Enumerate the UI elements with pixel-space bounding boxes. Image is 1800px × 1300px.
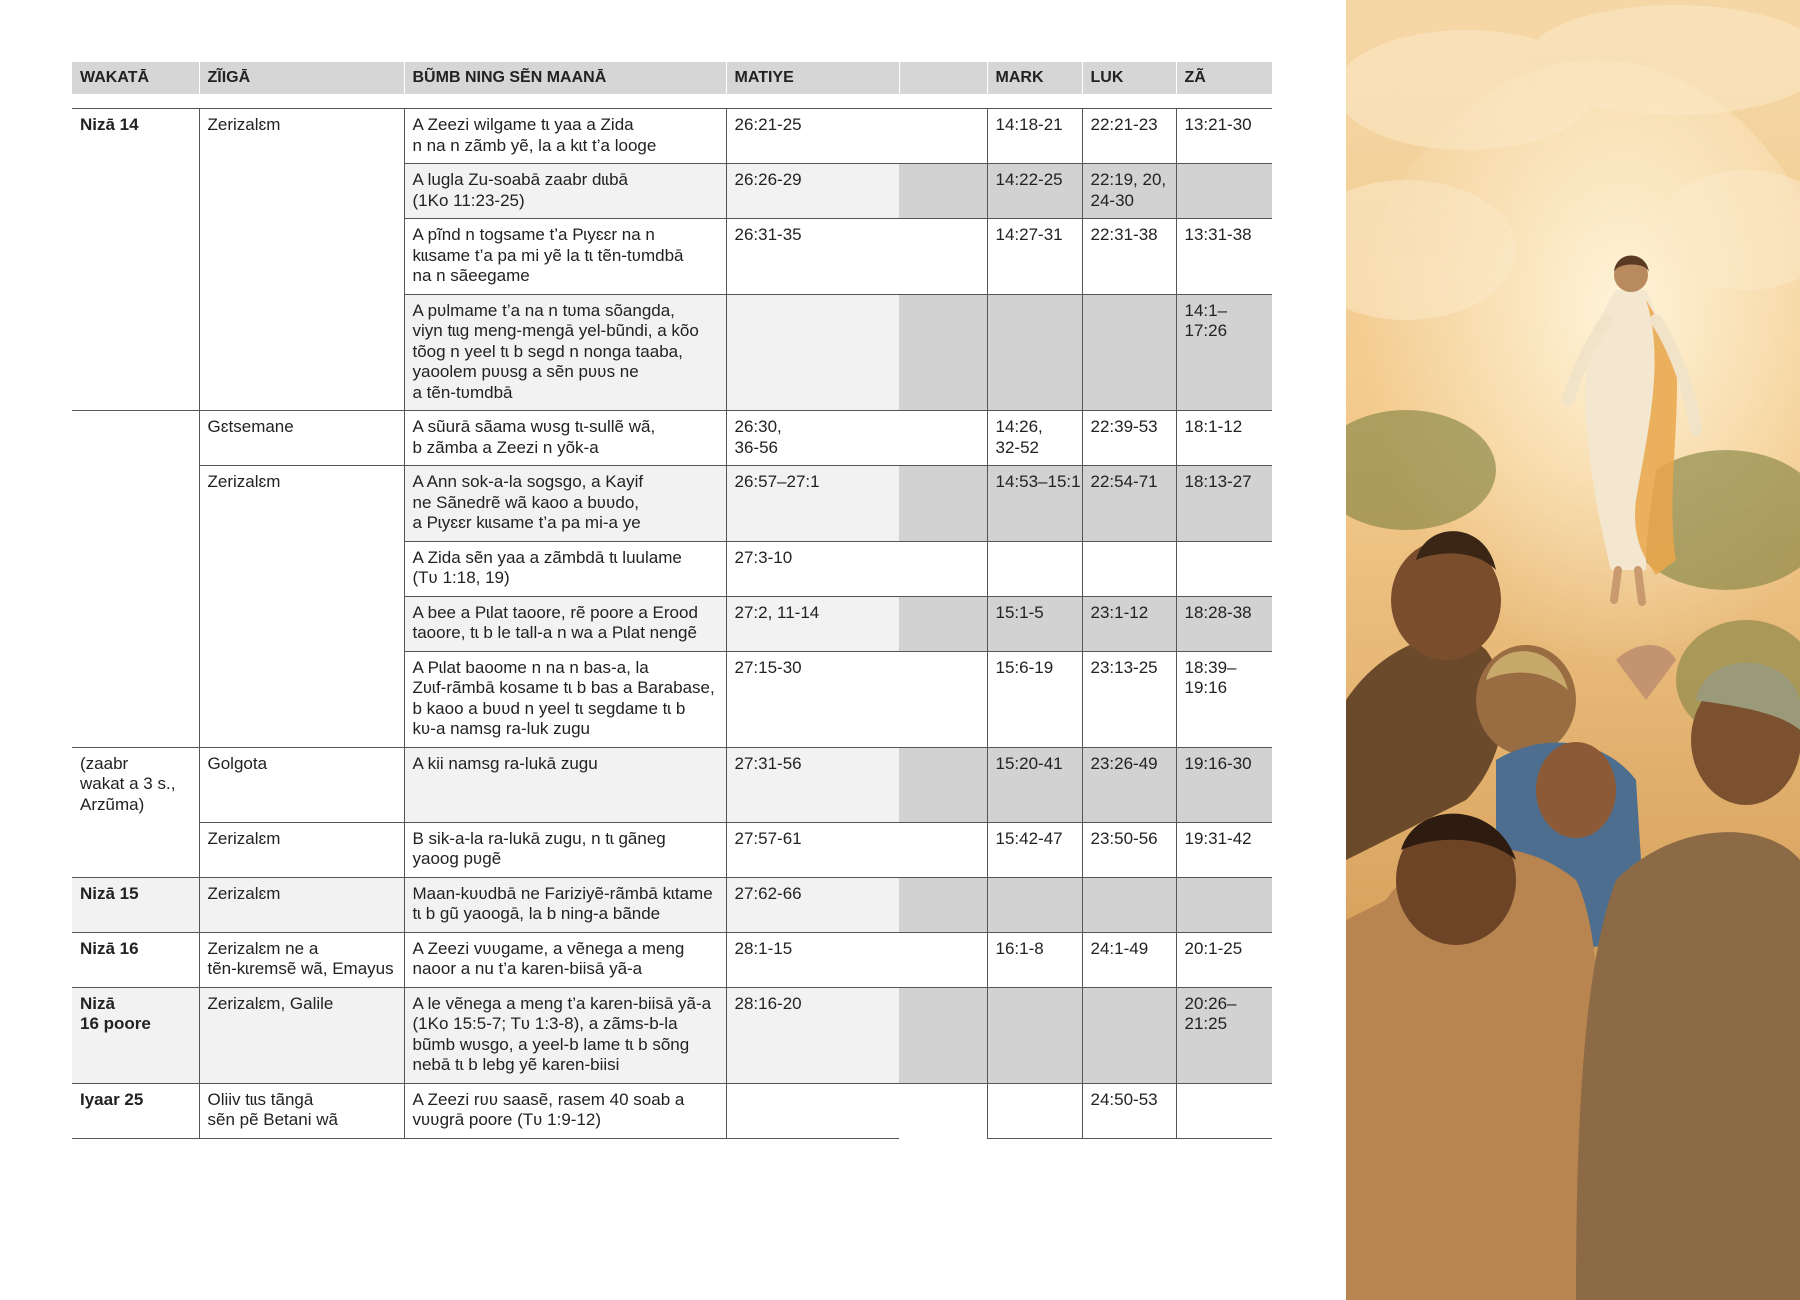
za-cell: 20:1-25 [1176, 932, 1272, 987]
mark-cell: 15:42-47 [987, 822, 1082, 877]
za-cell: 13:21-30 [1176, 109, 1272, 164]
gap-cell [899, 219, 987, 295]
time-cell: Iyaar 25 [72, 1083, 199, 1138]
mark-cell: 14:18-21 [987, 109, 1082, 164]
matiye-cell: 28:1-15 [726, 932, 899, 987]
event-cell: A Zida sẽn yaa a zãmbdā tɩ luulame (Tʋ 1:18, 19) [404, 541, 726, 596]
event-cell: A Ann sok-a-la sogsgo, a Kayif ne Sãnedrẽ wã kaoo a bʋʋdo, a Pɩyɛɛr kɩɩsame t’a pa mi-a ye [404, 466, 726, 542]
mark-cell: 15:6-19 [987, 651, 1082, 747]
time-cell [72, 164, 199, 219]
header-spacer [72, 94, 1272, 109]
event-cell: A Pɩlat baoome n na n bas-a, la Zʋɩf-rãmbā kosame tɩ b bas a Barabase, b kaoo a bʋʋd n yeel tɩ segdame tɩ b kʋ-a namsg ra-luk zugu [404, 651, 726, 747]
mark-cell: 14:53–15:1 [987, 466, 1082, 542]
luk-cell: 22:39-53 [1082, 411, 1176, 466]
gap-cell [899, 109, 987, 164]
luk-cell: 22:31-38 [1082, 219, 1176, 295]
time-cell [72, 651, 199, 747]
table-row [72, 411, 1272, 466]
za-cell: 18:13-27 [1176, 466, 1272, 542]
event-cell: Maan-kʋʋdbā ne Fariziyẽ-rãmbā kɩtame tɩ b gũ yaoogā, la b ning-a bãnde [404, 877, 726, 932]
time-cell [72, 466, 199, 542]
mark-cell: 15:20-41 [987, 747, 1082, 822]
za-cell: 19:31-42 [1176, 822, 1272, 877]
place-cell [199, 541, 404, 596]
place-cell: Zerizalɛm [199, 466, 404, 542]
table-row [72, 596, 1272, 651]
luk-cell: 22:19, 20, 24-30 [1082, 164, 1176, 219]
table-row [72, 219, 1272, 295]
time-cell [72, 541, 199, 596]
luk-cell: 24:1-49 [1082, 932, 1176, 987]
matiye-cell: 28:16-20 [726, 987, 899, 1083]
place-cell [199, 164, 404, 219]
matiye-cell: 27:31-56 [726, 747, 899, 822]
event-cell: A pĩnd n togsame t’a Pɩyɛɛr na n kɩɩsame t’a pa mi yẽ la tɩ tẽn-tʋmdbā na n sãeegame [404, 219, 726, 295]
place-cell [199, 294, 404, 411]
place-cell [199, 219, 404, 295]
za-cell: 13:31-38 [1176, 219, 1272, 295]
header-za: ZÃ [1176, 62, 1272, 94]
gap-cell [899, 541, 987, 596]
luk-cell [1082, 877, 1176, 932]
matiye-cell: 26:57–27:1 [726, 466, 899, 542]
event-cell: A kii namsg ra-lukā zugu [404, 747, 726, 822]
luk-cell: 24:50-53 [1082, 1083, 1176, 1138]
place-cell: Zerizalɛm [199, 877, 404, 932]
time-cell [72, 411, 199, 466]
time-cell: Nizā 16 [72, 932, 199, 987]
time-cell: (zaabr wakat a 3 s., Arzũma) [72, 747, 199, 822]
mark-cell: 15:1-5 [987, 596, 1082, 651]
gap-cell [899, 651, 987, 747]
mark-cell: 16:1-8 [987, 932, 1082, 987]
gap-cell [899, 932, 987, 987]
event-cell: B sik-a-la ra-lukā zugu, n tɩ gãneg yaoog pʋgẽ [404, 822, 726, 877]
table-row [72, 747, 1272, 822]
event-cell: A Zeezi vʋʋgame, a vẽnega a meng naoor a nu t’a karen-biisā yã-a [404, 932, 726, 987]
place-cell: Zerizalɛm, Galile [199, 987, 404, 1083]
table-row [72, 164, 1272, 219]
ascension-illustration [1346, 0, 1800, 1300]
matiye-cell: 26:26-29 [726, 164, 899, 219]
header-place: ZĨIGĀ [199, 62, 404, 94]
event-cell: A sũurā sãama wʋsg tɩ-sullẽ wã, b zãmba a Zeezi n yõk-a [404, 411, 726, 466]
luk-cell [1082, 294, 1176, 411]
gap-cell [899, 164, 987, 219]
table-row [72, 109, 1272, 164]
mark-cell [987, 294, 1082, 411]
table-row [72, 1083, 1272, 1138]
za-cell: 14:1– 17:26 [1176, 294, 1272, 411]
luk-cell: 23:50-56 [1082, 822, 1176, 877]
event-cell: A Zeezi rʋʋ saasẽ, rasem 40 soab a vʋʋgrā poore (Tʋ 1:9-12) [404, 1083, 726, 1138]
gap-cell [899, 466, 987, 542]
time-cell [72, 596, 199, 651]
mark-cell [987, 877, 1082, 932]
gap-cell [899, 747, 987, 822]
header-event: BŨMB NING SẼN MAANĀ [404, 62, 726, 94]
time-cell [72, 822, 199, 877]
place-cell: Zerizalɛm ne a tẽn-kɩremsẽ wã, Emayus [199, 932, 404, 987]
table-row [72, 932, 1272, 987]
gap-cell [899, 1083, 987, 1138]
table-row [72, 987, 1272, 1083]
time-cell: Nizā 14 [72, 109, 199, 164]
luk-cell: 23:1-12 [1082, 596, 1176, 651]
luk-cell: 22:21-23 [1082, 109, 1176, 164]
chronology-table-wrap [72, 62, 1272, 1139]
matiye-cell: 26:21-25 [726, 109, 899, 164]
mark-cell: 14:26, 32-52 [987, 411, 1082, 466]
time-cell [72, 294, 199, 411]
table-row [72, 541, 1272, 596]
matiye-cell: 27:15-30 [726, 651, 899, 747]
za-cell: 18:39– 19:16 [1176, 651, 1272, 747]
gap-cell [899, 987, 987, 1083]
table-row [72, 822, 1272, 877]
za-cell: 18:1-12 [1176, 411, 1272, 466]
time-cell: Nizā 15 [72, 877, 199, 932]
gap-cell [899, 411, 987, 466]
place-cell [199, 651, 404, 747]
table-row [72, 877, 1272, 932]
header-matiye: MATIYE [726, 62, 899, 94]
mark-cell [987, 987, 1082, 1083]
luk-cell [1082, 987, 1176, 1083]
matiye-cell: 27:2, 11-14 [726, 596, 899, 651]
mark-cell [987, 541, 1082, 596]
mark-cell: 14:27-31 [987, 219, 1082, 295]
gap-cell [899, 877, 987, 932]
mark-cell [987, 1083, 1082, 1138]
event-cell: A lugla Zu-soabā zaabr dɩɩbā (1Ko 11:23-25) [404, 164, 726, 219]
matiye-cell: 26:31-35 [726, 219, 899, 295]
matiye-cell: 27:62-66 [726, 877, 899, 932]
matiye-cell [726, 1083, 899, 1138]
time-cell: Nizā 16 poore [72, 987, 199, 1083]
gap-cell [899, 596, 987, 651]
place-cell: Gɛtsemane [199, 411, 404, 466]
event-cell: A pʋlmame t’a na n tʋma sõangda, viyn tɩɩg meng-mengā yel-bũndi, a kõo tõog n yeel tɩ b segd n nonga taaba, yaoolem pʋʋsg a sẽn pʋʋs ne a tẽn-tʋmdbā [404, 294, 726, 411]
ascension-illustration-svg [1346, 0, 1800, 1300]
event-cell: A le vẽnega a meng t’a karen-biisā yã-a (1Ko 15:5-7; Tʋ 1:3-8), a zãms-b-la bũmb wʋsgo, a yeel-b lame tɩ b sõng nebā tɩ b lebg yẽ karen-biisi [404, 987, 726, 1083]
place-cell: Zerizalɛm [199, 109, 404, 164]
place-cell: Oliiv tɩɩs tãngā sẽn pẽ Betani wã [199, 1083, 404, 1138]
place-cell: Zerizalɛm [199, 822, 404, 877]
za-cell [1176, 877, 1272, 932]
luk-cell: 23:13-25 [1082, 651, 1176, 747]
za-cell: 18:28-38 [1176, 596, 1272, 651]
place-cell: Golgota [199, 747, 404, 822]
header-luk: LUK [1082, 62, 1176, 94]
table-header-row [72, 62, 1272, 94]
event-cell: A Zeezi wilgame tɩ yaa a Zida n na n zãmb yẽ, la a kɩt t’a looge [404, 109, 726, 164]
za-cell: 19:16-30 [1176, 747, 1272, 822]
luk-cell [1082, 541, 1176, 596]
luk-cell: 23:26-49 [1082, 747, 1176, 822]
header-gap [899, 62, 987, 94]
table-row [72, 466, 1272, 542]
header-mark: MARK [987, 62, 1082, 94]
matiye-cell: 27:3-10 [726, 541, 899, 596]
gap-cell [899, 294, 987, 411]
header-time: WAKATĀ [72, 62, 199, 94]
mark-cell: 14:22-25 [987, 164, 1082, 219]
chronology-table [72, 62, 1272, 1139]
luk-cell: 22:54-71 [1082, 466, 1176, 542]
matiye-cell [726, 294, 899, 411]
gap-cell [899, 822, 987, 877]
time-cell [72, 219, 199, 295]
za-cell [1176, 164, 1272, 219]
event-cell: A bee a Pɩlat taoore, rẽ poore a Erood taoore, tɩ b le tall-a n wa a Pɩlat nengẽ [404, 596, 726, 651]
za-cell: 20:26– 21:25 [1176, 987, 1272, 1083]
matiye-cell: 27:57-61 [726, 822, 899, 877]
matiye-cell: 26:30, 36-56 [726, 411, 899, 466]
place-cell [199, 596, 404, 651]
za-cell [1176, 1083, 1272, 1138]
za-cell [1176, 541, 1272, 596]
table-row [72, 651, 1272, 747]
table-row [72, 294, 1272, 411]
